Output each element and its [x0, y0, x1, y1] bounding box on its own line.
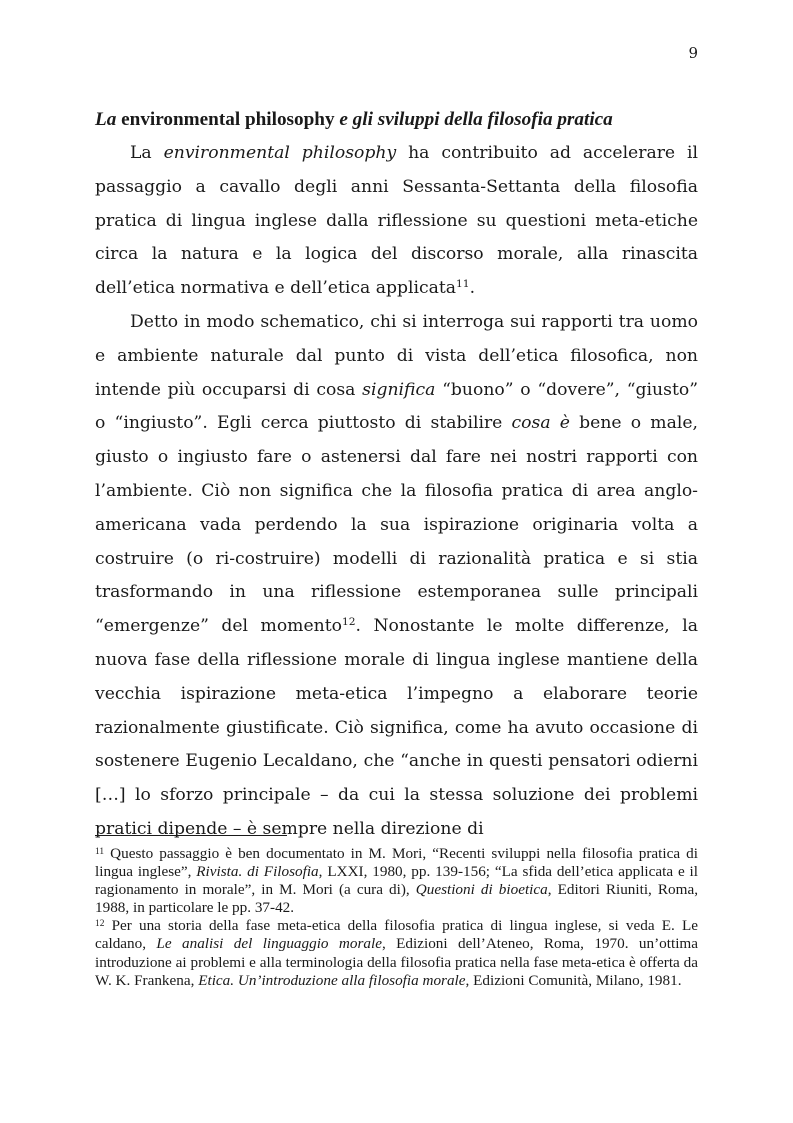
footnote-ref-12[interactable]: 12 [341, 615, 356, 629]
footnote-text: , Edizioni Comunità, Milano, 1981. [465, 971, 682, 989]
paragraph-2-text: bene o male, giusto o ingiusto fare o astenersi dal fare nei nostri rapporti con l’ambiente. Ciò non significa che la filosofia pratica di area anglo-americana vada perdendo la sua ispirazione originaria volta a costruire (o ri-costruire) modelli di razionalità pratica e si stia trasformando in una riflessione estemporanea sulle principali “emergenze” del momento [95, 413, 698, 637]
paragraph-1 [95, 137, 698, 306]
heading-part-2: environmental philosophy [116, 109, 340, 130]
section-heading [95, 103, 698, 137]
footnote-separator [95, 835, 287, 836]
paragraph-1-text: . [469, 278, 476, 299]
footnote-title: Rivista. di Filosofia [196, 863, 319, 881]
paragraph-2 [95, 306, 698, 847]
heading-part-1: La [95, 109, 117, 130]
footnote-text: , Editori Riuniti, Roma, 1988, in particolare le pp. 37-42. [95, 881, 699, 917]
footnote-ref-11[interactable]: 11 [456, 277, 470, 291]
paragraph-2-emphasis: significa [362, 379, 436, 400]
footnote-title: Le analisi del linguaggio morale [156, 935, 382, 953]
footnote-12 [95, 917, 698, 989]
heading-part-3: e gli sviluppi della filosofia pratica [339, 109, 613, 130]
footnote-number: 12 [95, 919, 105, 930]
paragraph-2-text: “buono” o “dovere”, “giusto” o “ingiusto”. Egli cerca piuttosto di stabilire [95, 379, 698, 434]
footnote-11 [95, 845, 698, 917]
footnote-text: , LXXI, 1980, pp. 139-156; “La sfida dell’etica applicata e il ragionamento in morale”, in M. Mori (a cura di), [95, 863, 698, 899]
paragraph-2-text: Detto in modo schematico, chi si interroga sui rapporti tra uomo e ambiente naturale dal punto di vista dell’etica filosofica, non intende più occuparsi di cosa [95, 311, 698, 400]
main-text [95, 103, 698, 847]
paragraph-1-emphasis: environmental philosophy [163, 143, 397, 163]
paragraph-2-text: . Nonostante le molte differenze, la nuova fase della riflessione morale di lingua inglese mantiene della vecchia ispirazione meta-etica l’impegno a elaborare teorie razionalmente giustificate. Ciò significa, come ha avuto occasione di sostenere Eugenio Lecaldano, che “anche in questi pensatori odierni […] lo sforzo principale – da cui la stessa soluzione dei problemi pratici dipende – è sempre nella direzione di [95, 616, 698, 839]
footnotes [95, 835, 698, 990]
footnote-title: Etica. Un’introduzione alla filosofia morale [198, 971, 466, 989]
paragraph-1-text: ha contribuito ad accelerare il passaggio a cavallo degli anni Sessanta-Settanta della filosofia pratica di lingua inglese dalla riflessione su questioni meta-etiche circa la natura e la logica del discorso morale, alla rinascita dell’etica normativa e dell’etica applicata [95, 143, 698, 299]
footnote-text: Questo passaggio è ben documentato in M. Mori, “Recenti sviluppi nella filosofia pratica di lingua inglese”, [95, 845, 698, 881]
footnote-title: Questioni di bioetica [415, 881, 548, 899]
footnote-text: , Edizioni dell’Ateneo, Roma, 1970. un’ottima introduzione ai problemi e alla terminologia della filosofia pratica nella fase meta-etica è offerta da W. K. Frankena, [95, 935, 698, 989]
page-number: 9 [688, 44, 698, 62]
paragraph-2-emphasis: cosa è [511, 413, 570, 434]
paragraph-1-text: La [130, 143, 164, 163]
footnote-number: 11 [95, 846, 105, 857]
footnote-text: Per una storia della fase meta-etica della filosofia pratica di lingua inglese, si veda E. Le caldano, [95, 917, 698, 953]
